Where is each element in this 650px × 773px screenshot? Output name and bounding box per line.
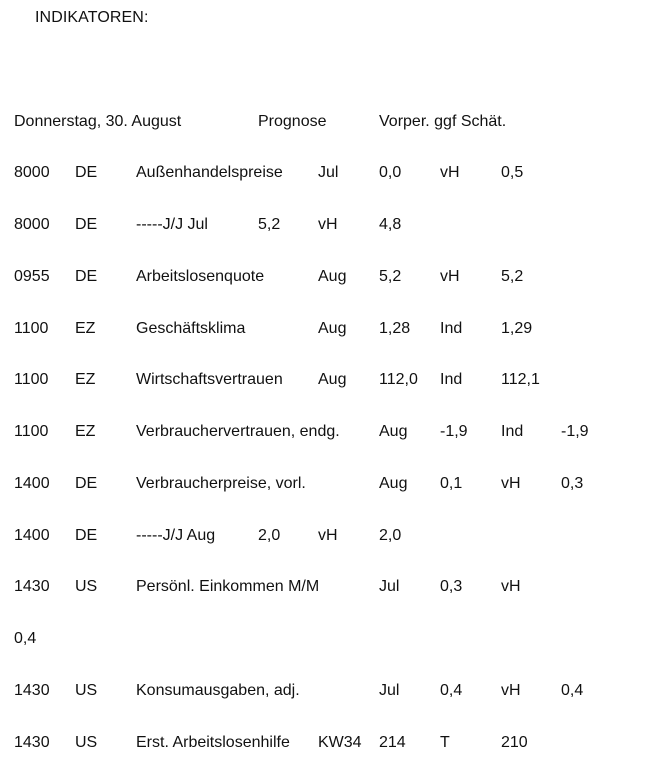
table-row xyxy=(0,423,650,443)
time-cell: 1430 xyxy=(14,734,50,751)
time-cell: 8000 xyxy=(14,216,50,233)
prognose-cell: 214 xyxy=(379,734,406,751)
country-cell: DE xyxy=(75,475,98,492)
period-cell: Aug xyxy=(318,371,347,388)
period-cell: Jul xyxy=(318,164,339,181)
country-cell: DE xyxy=(75,164,98,181)
table-row xyxy=(0,268,650,288)
time-cell: 1100 xyxy=(14,371,49,388)
indicator-cell: Konsumausgaben, adj. xyxy=(136,682,300,699)
vorper-cell: 0,5 xyxy=(501,164,524,181)
unit-cell: vH xyxy=(501,475,521,492)
indicator-cell: Persönl. Einkommen M/M xyxy=(136,578,320,595)
indicator-cell: Geschäftsklima xyxy=(136,320,246,337)
table-row xyxy=(0,578,650,598)
prognose-column-header: Prognose xyxy=(258,113,327,130)
indicator-cell: -----J/J Aug xyxy=(136,527,216,544)
vorper-cell: 5,2 xyxy=(501,268,524,285)
time-cell: 1430 xyxy=(14,682,50,699)
vorper-cell: 1,29 xyxy=(501,320,533,337)
indicator-cell: Verbrauchervertrauen, endg. xyxy=(136,423,340,440)
period-cell: Aug xyxy=(379,423,408,440)
period-cell: Aug xyxy=(318,268,347,285)
vorper-cell: 112,1 xyxy=(501,371,540,388)
table-row xyxy=(0,734,650,754)
indicator-cell: Arbeitslosenquote xyxy=(136,268,265,285)
time-cell: 1430 xyxy=(14,578,50,595)
time-cell: 0955 xyxy=(14,268,50,285)
vorper-cell: 4,8 xyxy=(379,216,402,233)
date-header-row xyxy=(0,113,650,133)
table-row xyxy=(0,164,650,184)
section-heading: INDIKATOREN: xyxy=(35,9,149,26)
indicator-cell: Erst. Arbeitslosenhilfe xyxy=(136,734,290,751)
period-cell: Jul xyxy=(379,578,400,595)
country-cell: US xyxy=(75,578,98,595)
prognose-cell: -1,9 xyxy=(440,423,468,440)
country-cell: US xyxy=(75,682,98,699)
prognose-cell: 5,2 xyxy=(258,216,281,233)
unit-cell: vH xyxy=(318,216,338,233)
vorper-cell: 0,3 xyxy=(561,475,584,492)
unit-cell: vH xyxy=(501,578,521,595)
time-cell: 1100 xyxy=(14,320,49,337)
unit-cell: Ind xyxy=(440,320,463,337)
vorper-cell: 210 xyxy=(501,734,528,751)
wrapped-value-cell: 0,4 xyxy=(14,630,37,647)
period-cell: Jul xyxy=(379,682,400,699)
country-cell: DE xyxy=(75,216,98,233)
prognose-cell: 1,28 xyxy=(379,320,411,337)
indicator-cell: Wirtschaftsvertrauen xyxy=(136,371,283,388)
country-cell: US xyxy=(75,734,98,751)
period-cell: Aug xyxy=(318,320,347,337)
country-cell: EZ xyxy=(75,423,96,440)
time-cell: 1400 xyxy=(14,527,50,544)
prognose-cell: 112,0 xyxy=(379,371,418,388)
indicator-cell: Verbraucherpreise, vorl. xyxy=(136,475,306,492)
time-cell: 1100 xyxy=(14,423,49,440)
country-cell: DE xyxy=(75,268,98,285)
vorper-cell: -1,9 xyxy=(561,423,589,440)
prognose-cell: 0,0 xyxy=(379,164,402,181)
table-row xyxy=(0,682,650,702)
unit-cell: vH xyxy=(501,682,521,699)
date-label: Donnerstag, 30. August xyxy=(14,113,182,130)
table-row xyxy=(0,216,650,236)
prognose-cell: 2,0 xyxy=(258,527,281,544)
period-cell: Aug xyxy=(379,475,408,492)
table-row xyxy=(0,371,650,391)
country-cell: EZ xyxy=(75,320,96,337)
vorper-cell: 2,0 xyxy=(379,527,402,544)
unit-cell: Ind xyxy=(501,423,524,440)
vorper-cell: 0,4 xyxy=(561,682,584,699)
unit-cell: Ind xyxy=(440,371,463,388)
unit-cell: vH xyxy=(318,527,338,544)
period-cell: KW34 xyxy=(318,734,362,751)
time-cell: 1400 xyxy=(14,475,50,492)
prognose-cell: 0,3 xyxy=(440,578,463,595)
indicator-cell: Außenhandelspreise xyxy=(136,164,283,181)
unit-cell: vH xyxy=(440,164,460,181)
table-row xyxy=(0,527,650,547)
prognose-cell: 5,2 xyxy=(379,268,402,285)
unit-cell: vH xyxy=(440,268,460,285)
prognose-cell: 0,1 xyxy=(440,475,463,492)
table-row xyxy=(0,630,650,650)
table-row xyxy=(0,320,650,340)
vorper-column-header: Vorper. ggf Schät. xyxy=(379,113,507,130)
country-cell: DE xyxy=(75,527,98,544)
indicator-cell: -----J/J Jul xyxy=(136,216,208,233)
country-cell: EZ xyxy=(75,371,96,388)
prognose-cell: 0,4 xyxy=(440,682,463,699)
time-cell: 8000 xyxy=(14,164,50,181)
table-row xyxy=(0,475,650,495)
unit-cell: T xyxy=(440,734,450,751)
